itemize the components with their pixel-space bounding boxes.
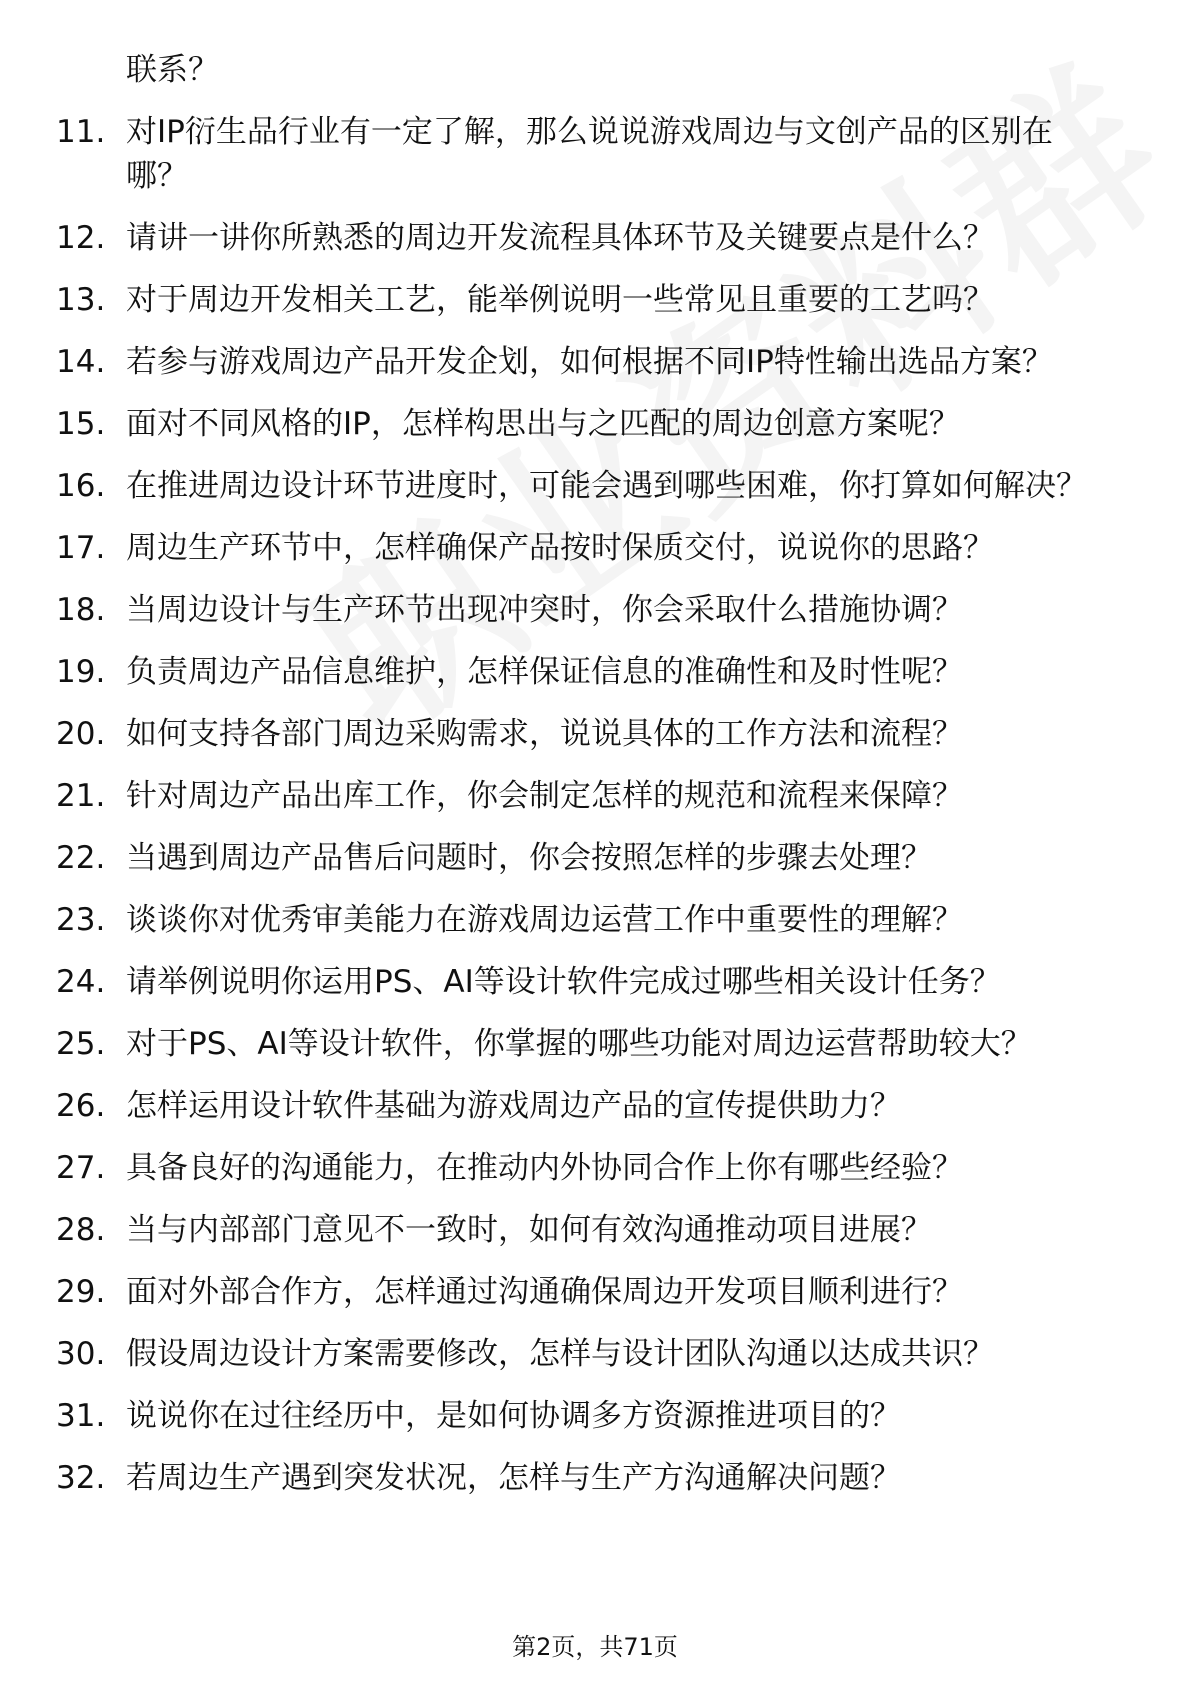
question-item-21 (0, 774, 1190, 818)
question-item-19 (0, 650, 1190, 694)
question-text: 当周边设计与生产环节出现冲突时，你会采取什么措施协调？ (126, 592, 963, 628)
question-item-24 (0, 960, 1190, 1004)
question-number: 18. (56, 592, 106, 628)
question-number: 28. (56, 1212, 106, 1248)
question-text: 当与内部部门意见不一致时，如何有效沟通推动项目进展？ (126, 1212, 932, 1248)
question-number: 26. (56, 1088, 106, 1124)
question-item-14 (0, 340, 1190, 384)
question-number: 16. (56, 468, 106, 504)
question-item-18 (0, 588, 1190, 632)
question-item-31 (0, 1394, 1190, 1438)
question-number: 14. (56, 344, 106, 380)
question-number: 21. (56, 778, 106, 814)
question-text: 面对外部合作方，怎样通过沟通确保周边开发项目顺利进行？ (126, 1274, 963, 1310)
question-number: 15. (56, 406, 106, 442)
question-item-32 (0, 1456, 1190, 1500)
question-list (0, 48, 1190, 1518)
question-text: 面对不同风格的IP，怎样构思出与之匹配的周边创意方案呢？ (126, 406, 960, 442)
question-text: 如何支持各部门周边采购需求，说说具体的工作方法和流程？ (126, 716, 963, 752)
question-text: 若周边生产遇到突发状况，怎样与生产方沟通解决问题？ (126, 1460, 901, 1496)
question-text: 谈谈你对优秀审美能力在游戏周边运营工作中重要性的理解？ (126, 902, 963, 938)
page-number-footer: 第2页，共71页 (512, 1633, 678, 1661)
question-number: 22. (56, 840, 106, 876)
question-item-20 (0, 712, 1190, 756)
question-text: 当遇到周边产品售后问题时，你会按照怎样的步骤去处理？ (126, 840, 932, 876)
question-item-16 (0, 464, 1190, 508)
question-number: 24. (56, 964, 106, 1000)
question-item-30 (0, 1332, 1190, 1376)
question-item-25 (0, 1022, 1190, 1066)
question-item-12 (0, 216, 1190, 260)
question-text: 对于PS、AI等设计软件，你掌握的哪些功能对周边运营帮助较大？ (126, 1026, 1032, 1062)
question-item-27 (0, 1146, 1190, 1190)
question-number: 13. (56, 282, 106, 318)
question-text: 怎样运用设计软件基础为游戏周边产品的宣传提供助力？ (126, 1088, 901, 1124)
question-number: 29. (56, 1274, 106, 1310)
question-text: 请讲一讲你所熟悉的周边开发流程具体环节及关键要点是什么？ (126, 220, 994, 256)
question-text: 对IP衍生品行业有一定了解，那么说说游戏周边与文创产品的区别在哪？ (126, 114, 1053, 194)
question-number: 19. (56, 654, 106, 690)
question-item-22 (0, 836, 1190, 880)
question-text: 针对周边产品出库工作，你会制定怎样的规范和流程来保障？ (126, 778, 963, 814)
question-text: 说说你在过往经历中，是如何协调多方资源推进项目的？ (126, 1398, 901, 1434)
question-number: 30. (56, 1336, 106, 1372)
question-number: 25. (56, 1026, 106, 1062)
question-text: 若参与游戏周边产品开发企划，如何根据不同IP特性输出选品方案？ (126, 344, 1053, 380)
question-item-23 (0, 898, 1190, 942)
question-text: 具备良好的沟通能力，在推动内外协同合作上你有哪些经验？ (126, 1150, 963, 1186)
continued-question (0, 48, 1190, 92)
question-text: 在推进周边设计环节进度时，可能会遇到哪些困难，你打算如何解决？ (126, 468, 1087, 504)
question-text: 假设周边设计方案需要修改，怎样与设计团队沟通以达成共识？ (126, 1336, 994, 1372)
question-number: 32. (56, 1460, 106, 1496)
question-text: 联系？ (126, 52, 219, 88)
question-number: 27. (56, 1150, 106, 1186)
question-number: 20. (56, 716, 106, 752)
question-number: 11. (56, 114, 106, 150)
question-number: 12. (56, 220, 106, 256)
question-item-26 (0, 1084, 1190, 1128)
question-item-13 (0, 278, 1190, 322)
question-number: 17. (56, 530, 106, 566)
question-text: 负责周边产品信息维护，怎样保证信息的准确性和及时性呢？ (126, 654, 963, 690)
question-text: 周边生产环节中，怎样确保产品按时保质交付，说说你的思路？ (126, 530, 994, 566)
question-item-17 (0, 526, 1190, 570)
question-item-28 (0, 1208, 1190, 1252)
question-text: 对于周边开发相关工艺，能举例说明一些常见且重要的工艺吗？ (126, 282, 994, 318)
question-number: 31. (56, 1398, 106, 1434)
question-text: 请举例说明你运用PS、AI等设计软件完成过哪些相关设计任务？ (126, 964, 1001, 1000)
question-item-29 (0, 1270, 1190, 1314)
question-item-11 (0, 110, 1190, 198)
question-item-15 (0, 402, 1190, 446)
question-number: 23. (56, 902, 106, 938)
